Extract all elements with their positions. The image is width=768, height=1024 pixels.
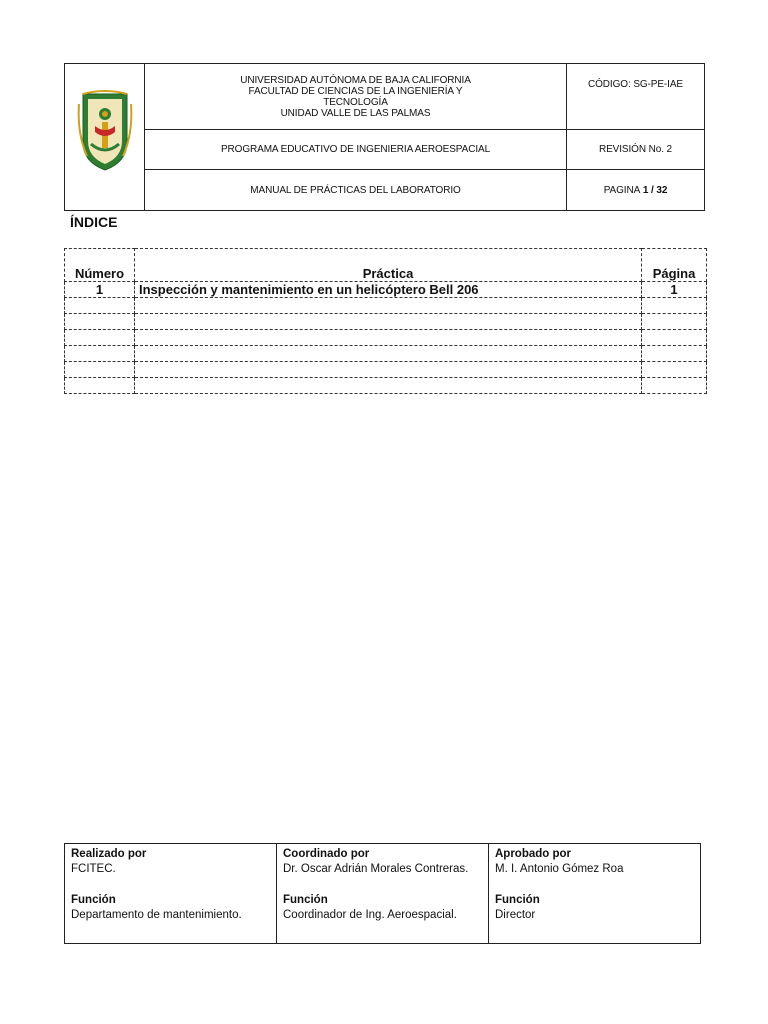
approved-by-cell <box>489 844 701 944</box>
approved-role-label: Función <box>495 894 540 906</box>
page-value: 1 / 32 <box>642 184 668 196</box>
row-practice <box>135 362 642 378</box>
index-title: ÍNDICE <box>70 214 118 230</box>
revision-number: REVISIÓN No. 2 <box>598 144 673 155</box>
table-row <box>65 282 707 298</box>
row-practice <box>135 378 642 394</box>
column-practice-header: Práctica <box>135 249 642 282</box>
row-number <box>65 298 135 314</box>
made-by-label: Realizado por <box>71 848 147 860</box>
approved-value: M. I. Antonio Gómez Roa <box>495 863 624 875</box>
faculty-line: FACULTAD DE CIENCIAS DE LA INGENIERÍA Y <box>248 85 463 97</box>
row-practice <box>135 346 642 362</box>
coord-value: Dr. Oscar Adrián Morales Contreras. <box>283 863 469 875</box>
coordinated-by-cell <box>277 844 489 944</box>
row-page: 1 <box>642 282 707 298</box>
made-role-value: Departamento de mantenimiento. <box>71 909 242 921</box>
manual-cell <box>145 170 567 210</box>
code-cell <box>567 64 704 130</box>
table-row <box>65 314 707 330</box>
row-page <box>642 378 707 394</box>
row-practice <box>135 298 642 314</box>
coord-role-value: Coordinador de Ing. Aeroespacial. <box>283 909 457 921</box>
row-number <box>65 330 135 346</box>
coord-label: Coordinado por <box>283 848 370 860</box>
row-page <box>642 362 707 378</box>
row-number <box>65 314 135 330</box>
table-row <box>65 298 707 314</box>
row-page <box>642 346 707 362</box>
page-label: PAGINA <box>603 184 641 196</box>
row-practice: Inspección y mantenimiento en un helicóptero Bell 206 <box>135 282 642 298</box>
column-page-header: Página <box>642 249 707 282</box>
approved-role-value: Director <box>495 909 536 921</box>
revision-cell <box>567 130 704 170</box>
row-number <box>65 362 135 378</box>
manual-title: MANUAL DE PRÁCTICAS DEL LABORATORIO <box>250 184 461 196</box>
made-by-cell <box>65 844 277 944</box>
document-code: CÓDIGO: SG-PE-IAE <box>588 79 683 90</box>
row-page <box>642 330 707 346</box>
faculty-line-2: TECNOLOGÍA <box>323 96 388 108</box>
signature-table <box>64 843 701 944</box>
table-row <box>65 346 707 362</box>
row-practice <box>135 314 642 330</box>
row-page <box>642 298 707 314</box>
row-number <box>65 378 135 394</box>
unit-line: UNIDAD VALLE DE LAS PALMAS <box>280 107 431 119</box>
table-row <box>65 330 707 346</box>
uabc-shield-logo-icon <box>65 64 145 210</box>
university-cell <box>145 64 567 130</box>
index-table <box>64 248 707 394</box>
document-header <box>64 63 705 211</box>
made-role-label: Función <box>71 894 116 906</box>
index-header-row <box>65 249 707 282</box>
coord-role-label: Función <box>283 894 328 906</box>
row-number: 1 <box>65 282 135 298</box>
logo-cell <box>65 64 145 210</box>
table-row <box>65 362 707 378</box>
row-number <box>65 346 135 362</box>
signature-row <box>65 844 701 944</box>
row-page <box>642 314 707 330</box>
program-cell <box>145 130 567 170</box>
page-cell <box>567 170 704 210</box>
approved-label: Aprobado por <box>495 848 572 860</box>
program-name: PROGRAMA EDUCATIVO DE INGENIERIA AEROESPACIAL <box>220 144 491 155</box>
row-practice <box>135 330 642 346</box>
made-by-value: FCITEC. <box>71 863 116 875</box>
university-line: UNIVERSIDAD AUTÓNOMA DE BAJA CALIFORNIA <box>240 74 471 86</box>
table-row <box>65 378 707 394</box>
column-number-header: Número <box>65 249 135 282</box>
